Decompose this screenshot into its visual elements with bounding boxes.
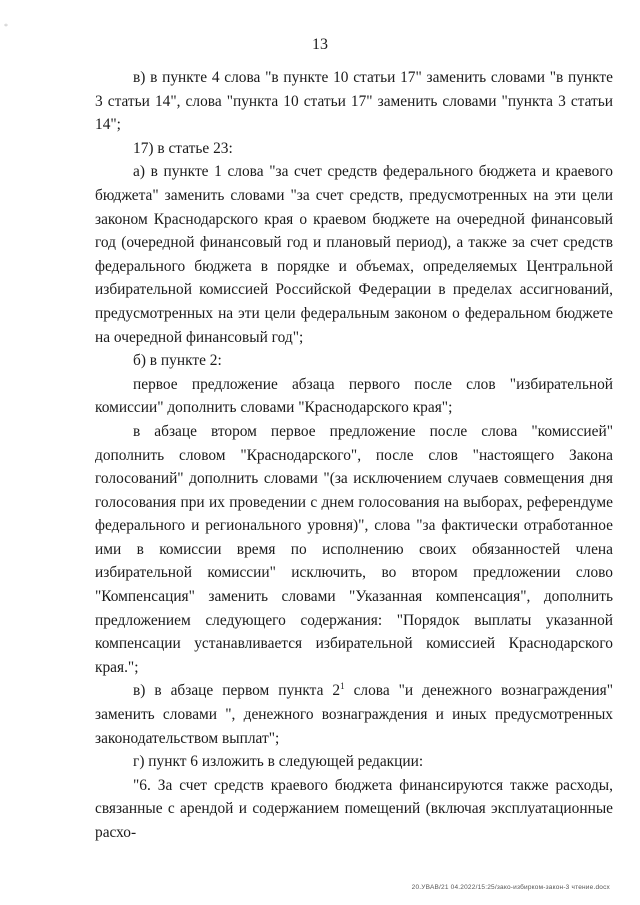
page-number: 13 [312, 36, 328, 53]
scan-corner-mark: * [4, 22, 8, 31]
paragraph-text-start: в) в абзаце первом пункта 2 [133, 682, 341, 700]
paragraph-item-v-point-2-1 [95, 679, 613, 750]
paragraph-item-g-point-6: г) пункт 6 изложить в следующей редакции: [133, 753, 424, 771]
paragraph-text-end: слова "и денежного вознаграждения" заменить словами ", денежного вознаграждения и иных предусмотренных законодательством выплат"; [95, 682, 613, 747]
footer-file-path: 20.УВАВ/21 04.2022/15:25/зако-избирком-закон-3 чтение.docx [411, 884, 610, 891]
paragraph-item-b-point-2: б) в пункте 2: [133, 352, 222, 370]
paragraph-quoted-point-6: "6. За счет средств краевого бюджета финансируются также расходы, связанные с арендой и содержанием помещений (включая эксплуатационные расхо- [95, 776, 613, 841]
paragraph-item-v-point-4: в) в пункте 4 слова "в пункте 10 статьи 17" заменить словами "в пункте 3 статьи 14", слова "пункта 10 статьи 17" заменить словами "пункта 3 статьи 14"; [95, 69, 613, 134]
paragraph-article-23: 17) в статье 23: [133, 139, 233, 157]
paragraph-second-abzac: в абзаце втором первое предложение после слова "комиссией" дополнить словом "Краснодарского", после слов "настоящего Закона голосований" дополнить словами "(за исключением случаев совмещения дня голосования при их проведении с днем голосования на выборах, референдуме федерального и регионального уровня)", слова "за фактически отработанное ими в комиссии время по исполнению своих обязанностей члена избирательной комиссии" исключить, во втором предложении слово "Компенсация" заменить словами "Указанная компенсация", дополнить предложением следующего содержания: "Порядок выплаты указанной компенсации устанавливается избирательной комиссией Краснодарского края."; [95, 422, 613, 676]
paragraph-item-a-point-1: а) в пункте 1 слова "за счет средств федерального бюджета и краевого бюджета" заменить словами "за счет средств, предусмотренных на эти цели законом Краснодарского края о краевом бюджете на очередной финансовый год (очередной финансовый год и плановый период), а также за счет средств федерального бюджета в порядке и объемах, определяемых Центральной избирательной комиссией Российской Федерации в пределах ассигнований, предусмотренных на эти цели федеральным законом о федеральном бюджете на очередной финансовый год"; [95, 163, 613, 346]
document-body [95, 66, 613, 845]
paragraph-first-sentence: первое предложение абзаца первого после слов "избирательной комиссии" дополнить словами "Краснодарского края"; [95, 375, 613, 417]
superscript-index: 1 [340, 681, 345, 692]
